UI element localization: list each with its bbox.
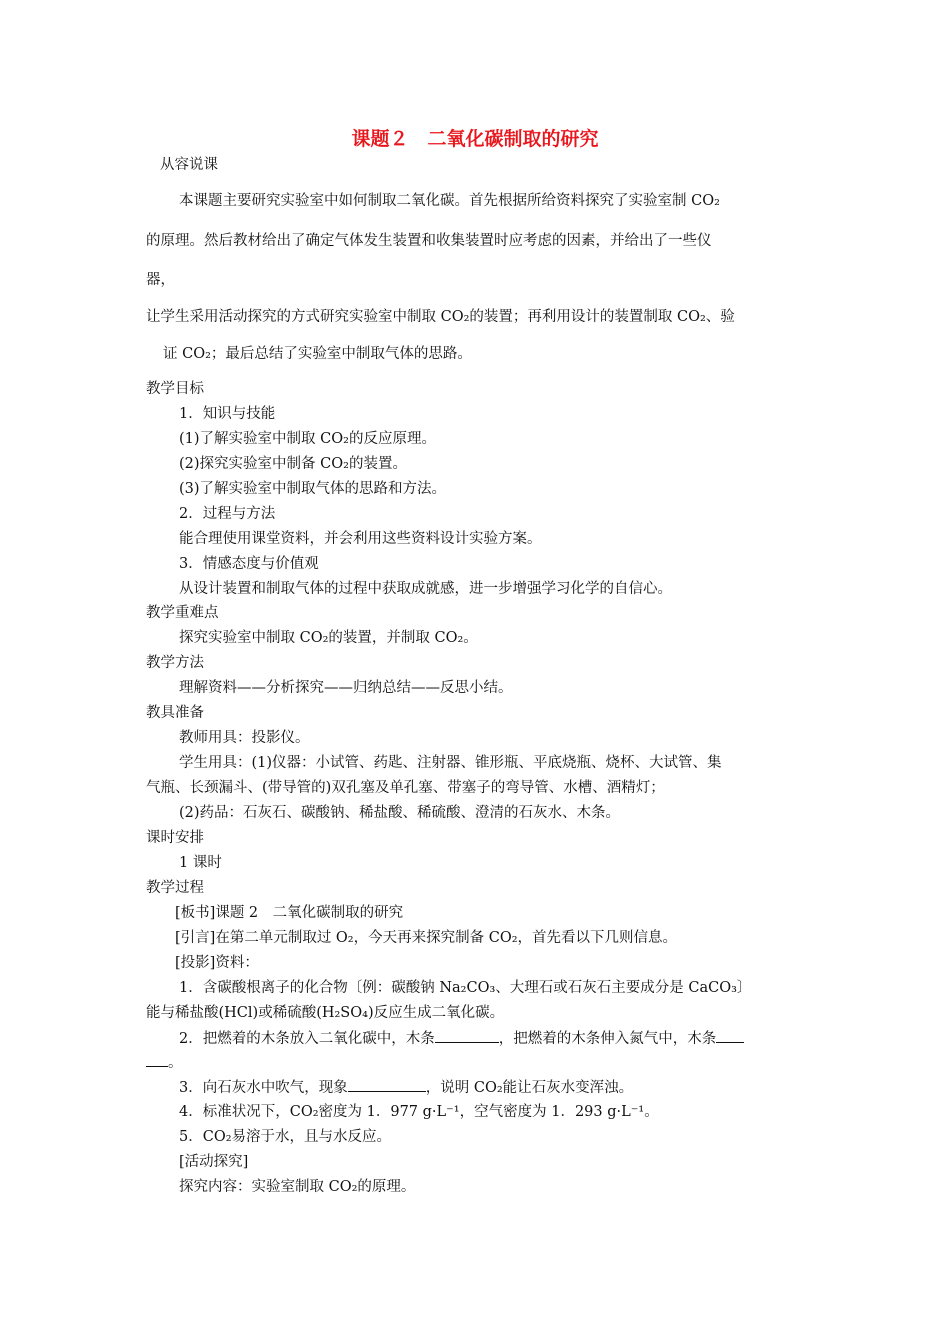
list-item	[146, 1052, 183, 1073]
list-item: (3)了解实验室中制取气体的思路和方法。	[179, 481, 447, 497]
list-item: 能合理使用课堂资料，并会利用这些资料设计实验方案。	[179, 531, 542, 547]
paragraph-line: 能与稀盐酸(HCl)或稀硫酸(H₂SO₄)反应生成二氧化碳。	[146, 1005, 505, 1021]
text-segment: 。	[168, 1055, 183, 1071]
fill-in-blank	[348, 1077, 426, 1092]
list-item: 从设计装置和制取气体的过程中获取成就感，进一步增强学习化学的自信心。	[179, 581, 672, 597]
paragraph-line: 1 课时	[179, 855, 222, 871]
list-item: 3．情感态度与价值观	[179, 556, 319, 572]
section-heading: 教学重难点	[146, 605, 219, 621]
paragraph-line: 气瓶、长颈漏斗、(带导管的)双孔塞及单孔塞、带塞子的弯导管、水槽、酒精灯；	[146, 780, 665, 796]
paragraph-line: [板书]课题 2 二氧化碳制取的研究	[175, 905, 404, 921]
paragraph-line: 器，	[146, 272, 175, 288]
list-item: 1．含碳酸根离子的化合物〔例：碳酸钠 Na₂CO₃、大理石或石灰石主要成分是 CaCO₃〕	[179, 980, 752, 996]
paragraph-line: 学生用具：(1)仪器：小试管、药匙、注射器、锥形瓶、平底烧瓶、烧杯、大试管、集	[179, 755, 722, 771]
paragraph-line: (2)药品：石灰石、碳酸钠、稀盐酸、稀硫酸、澄清的石灰水、木条。	[179, 805, 621, 821]
paragraph-line: 探究实验室中制取 CO₂的装置，并制取 CO₂。	[179, 630, 478, 646]
paragraph-line: [投影]资料：	[175, 955, 259, 971]
text-segment: ，把燃着的木条伸入氮气中，木条	[498, 1031, 717, 1047]
paragraph-line: 让学生采用活动探究的方式研究实验室中制取 CO₂的装置；再利用设计的装置制取 CO₂、验	[146, 309, 735, 325]
list-item: (2)探究实验室中制备 CO₂的装置。	[179, 456, 407, 472]
list-item: (1)了解实验室中制取 CO₂的反应原理。	[179, 431, 436, 447]
list-item	[179, 1077, 633, 1098]
section-heading: 教具准备	[146, 705, 204, 721]
fill-in-blank	[716, 1028, 744, 1043]
section-heading-intro: 从容说课	[160, 157, 218, 173]
page-title: 课题２ 二氧化碳制取的研究	[351, 128, 599, 150]
list-item: 2．过程与方法	[179, 506, 276, 522]
text-segment: ，说明 CO₂能让石灰水变浑浊。	[425, 1080, 634, 1096]
paragraph-line: 探究内容：实验室制取 CO₂的原理。	[179, 1179, 416, 1195]
list-item	[179, 1028, 744, 1049]
text-segment: 3．向石灰水中吹气，现象	[179, 1080, 348, 1096]
paragraph-line: 的原理。然后教材给出了确定气体发生装置和收集装置时应考虑的因素，并给出了一些仪	[146, 233, 712, 249]
section-heading: 教学过程	[146, 880, 204, 896]
paragraph-line: [活动探究]	[179, 1154, 249, 1170]
section-heading: 教学目标	[146, 381, 204, 397]
section-heading: 课时安排	[146, 830, 204, 846]
paragraph-line: 理解资料——分析探究——归纳总结——反思小结。	[179, 680, 513, 696]
paragraph-line: 本课题主要研究实验室中如何制取二氧化碳。首先根据所给资料探究了实验室制 CO₂	[179, 193, 720, 209]
list-item: 1．知识与技能	[179, 406, 276, 422]
paragraph-line: 教师用具：投影仪。	[179, 730, 310, 746]
list-item: 5．CO₂易溶于水，且与水反应。	[179, 1129, 392, 1145]
section-heading: 教学方法	[146, 655, 204, 671]
fill-in-blank	[146, 1052, 168, 1067]
fill-in-blank	[435, 1028, 499, 1043]
paragraph-line: 证 CO₂；最后总结了实验室中制取气体的思路。	[163, 346, 472, 362]
paragraph-line: [引言]在第二单元制取过 O₂，今天再来探究制备 CO₂，首先看以下几则信息。	[175, 930, 678, 946]
list-item: 4．标准状况下，CO₂密度为 1．977 g·L⁻¹，空气密度为 1．293 g·L⁻¹。	[179, 1104, 659, 1120]
text-segment: 2．把燃着的木条放入二氧化碳中，木条	[179, 1031, 435, 1047]
